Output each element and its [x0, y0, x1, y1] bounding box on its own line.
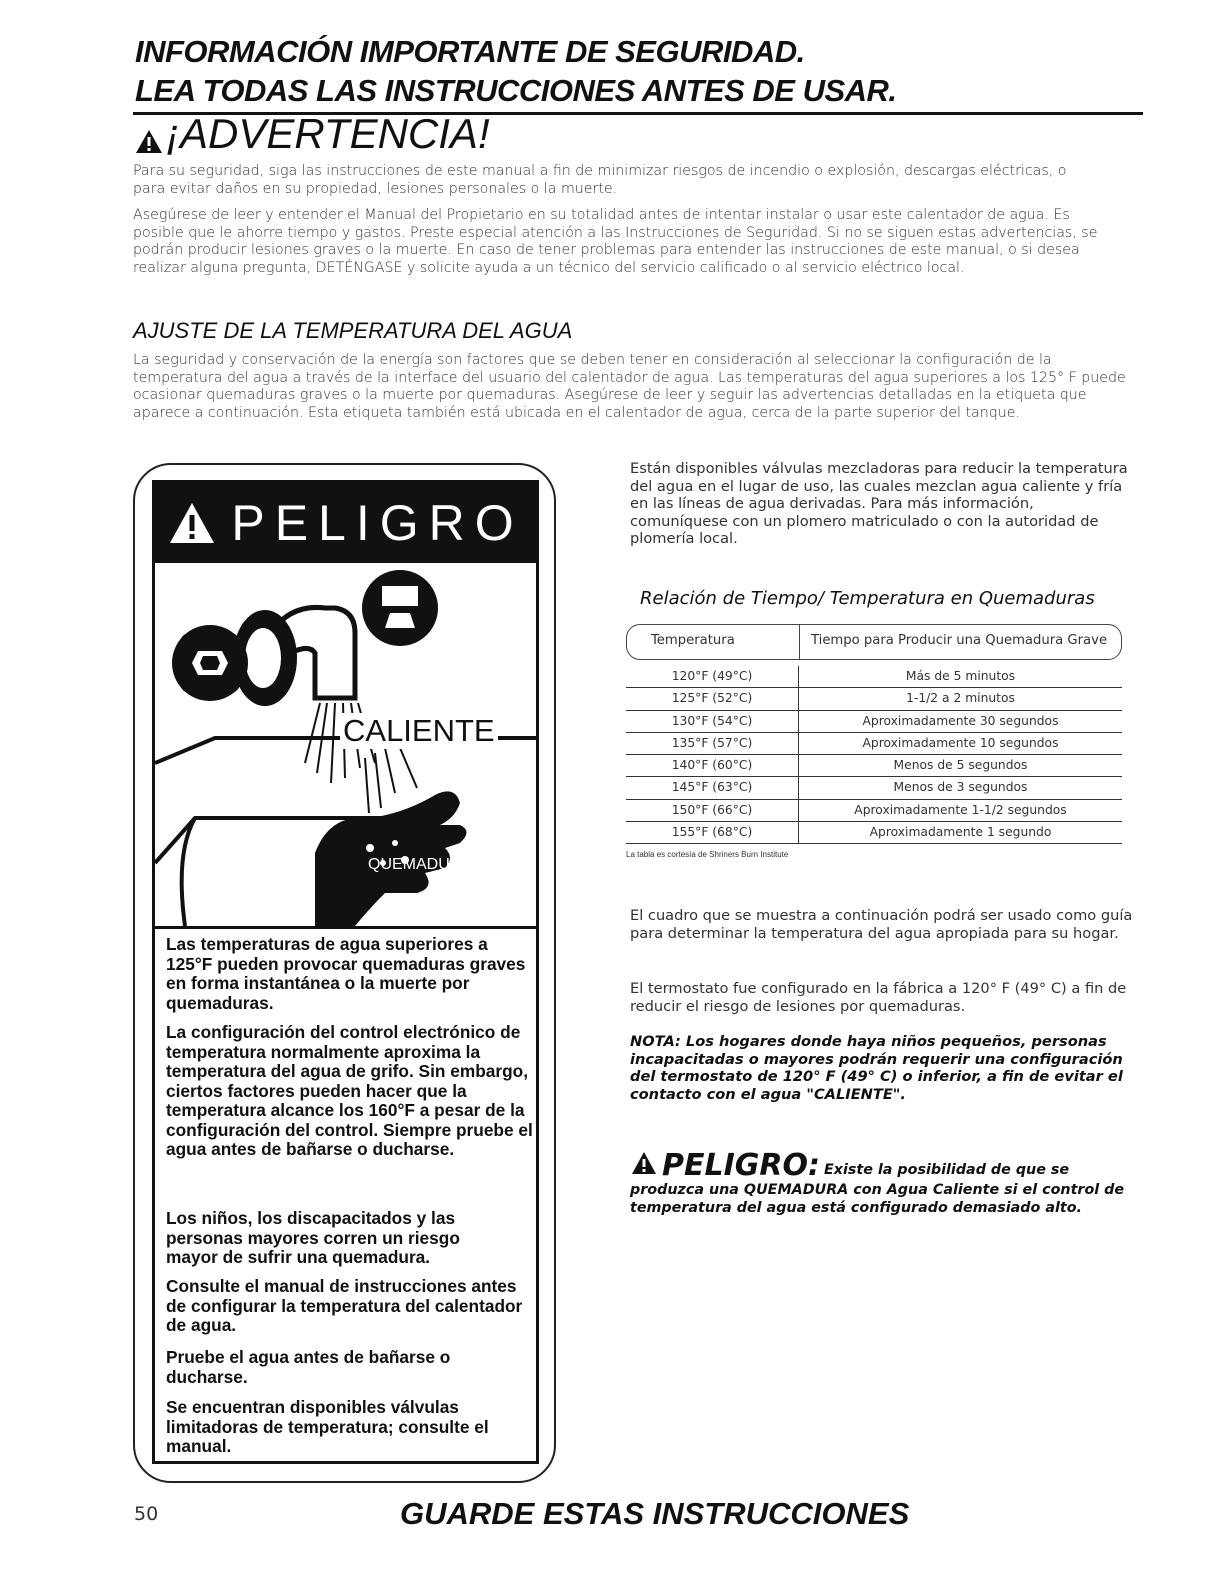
warning-triangle-icon: [630, 1150, 658, 1176]
page-number: 50: [134, 1503, 159, 1525]
label-warning-3: Los niños, los discapacitados y las personas mayores corren un riesgo mayor de sufrir una quemadura.: [166, 1208, 460, 1267]
warning-triangle-icon: [167, 499, 217, 547]
table-row: 125°F (52°C) 1-1/2 a 2 minutos: [626, 688, 1122, 710]
nota-paragraph: NOTA: Los hogares donde haya niños pequeños, personas incapacitadas o mayores podrán requerir una configuración del termostato de 120° F (49° C) o inferior, a fin de evitar el contacto con el agua "CALIENTE".: [630, 1033, 1123, 1103]
label-warning-4: Consulte el manual de instrucciones antes de configurar la temperatura del calentador de agua.: [166, 1276, 523, 1335]
table-row: 130°F (54°C) Aproximadamente 30 segundos: [626, 711, 1122, 733]
table-row: 135°F (57°C) Aproximadamente 10 segundos: [626, 733, 1122, 755]
mixing-valves-paragraph: Están disponibles válvulas mezcladoras para reducir la temperatura del agua en el lugar de uso, las cuales mezclan agua caliente y fría en las líneas de agua derivadas. Para más información, comuníquese con un plomero matriculado o con la autoridad de plomería local.: [630, 460, 1128, 548]
burn-table-title: Relación de Tiempo/ Temperatura en Quemaduras: [640, 588, 1095, 609]
footer-title: GUARDE ESTAS INSTRUCCIONES: [400, 1496, 910, 1531]
label-warning-2: La configuración del control electrónico de temperatura normalmente aproxima la temperatura del agua de grifo. Sin embargo, ciertos factores pueden hacer que la temperatura alcance los 160°F a pesar de la configuración del control. Siempre pruebe el agua antes de bañarse o ducharse.: [166, 1022, 533, 1159]
table-row: 145°F (63°C) Menos de 3 segundos: [626, 777, 1122, 799]
header-temperature: Temperatura: [651, 633, 735, 648]
section-title: AJUSTE DE LA TEMPERATURA DEL AGUA: [133, 318, 573, 343]
header-burn-time: Tiempo para Producir una Quemadura Grave: [811, 633, 1108, 648]
label-warning-1: Las temperaturas de agua superiores a 125°F pueden provocar quemaduras graves en forma instantánea o la muerte por quemaduras.: [166, 934, 526, 1013]
section-paragraph: La seguridad y conservación de la energía son factores que se deben tener en consideración al seleccionar la configuración de la temperatura del agua a través de la interface del usuario del calentador de agua. Las temperaturas del agua superiores a los 125° F puede ocasionar quemaduras graves o la muerte por quemaduras. Asegúrese de leer y seguir las advertencias detalladas en la etiqueta que aparece a continuación. Esta etiqueta también está ubicada en el calentador de agua, cerca de la parte superior del tanque.: [133, 352, 1126, 421]
table-credit: La tabla es cortesía de Shriners Burn Institute: [626, 850, 789, 860]
warning-title: ¡ADVERTENCIA!: [166, 110, 490, 157]
warning-triangle-icon: [134, 126, 164, 156]
quemaduras-label: QUEMADURAS: [368, 856, 483, 873]
header-line-2: LEA TODAS LAS INSTRUCCIONES ANTES DE USAR.: [135, 73, 897, 108]
intro-paragraph-1: Para su seguridad, siga las instrucciones de este manual a fin de minimizar riesgos de incendio o explosión, descargas eléctricas, o para evitar daños en su propiedad, lesiones personales o la muerte.: [133, 163, 1067, 197]
table-row: 140°F (60°C) Menos de 5 segundos: [626, 755, 1122, 777]
caliente-label: CALIENTE: [340, 713, 498, 749]
label-warning-6: Se encuentran disponibles válvulas limitadoras de temperatura; consulte el manual.: [166, 1397, 489, 1456]
table-row: 150°F (66°C) Aproximadamente 1-1/2 segundos: [626, 800, 1122, 822]
thermostat-paragraph: El termostato fue configurado en la fábrica a 120° F (49° C) a fin de reducir el riesgo de lesiones por quemaduras.: [630, 980, 1127, 1015]
burn-table-header: [626, 624, 1122, 660]
label-warning-5: Pruebe el agua antes de bañarse o ducharse.: [166, 1347, 451, 1387]
guide-paragraph: El cuadro que se muestra a continuación podrá ser usado como guía para determinar la temperatura del agua apropiada para su hogar.: [630, 907, 1133, 942]
bottom-danger-notice: [630, 1150, 1145, 1217]
table-row: 155°F (68°C) Aproximadamente 1 segundo: [626, 822, 1122, 844]
burn-table: [626, 624, 1122, 859]
bottom-danger-text: produzca una QUEMADURA con Agua Caliente si el control de temperatura del agua está configurado demasiado alto.: [630, 1182, 1125, 1216]
bottom-danger-word: PELIGRO:: [662, 1148, 820, 1183]
header-line-1: INFORMACIÓN IMPORTANTE DE SEGURIDAD.: [135, 34, 805, 69]
bottom-danger-inline: Existe la posibilidad de que se: [823, 1162, 1070, 1178]
table-row: 120°F (49°C) Más de 5 minutos: [626, 666, 1122, 688]
danger-label-banner: PELIGRO: [155, 483, 536, 563]
intro-paragraph-2: Asegúrese de leer y entender el Manual del Propietario en su totalidad antes de intentar instalar o usar este calentador de agua. Es posible que le ahorre tiempo y gastos. Preste especial atención a las Instrucciones de Seguridad. Si no se siguen estas advertencias, se podrán producir lesiones graves o la muerte. En caso de tener problemas para entender las instrucciones de este manual, o si desea realizar alguna pregunta, DETÉNGASE y solicite ayuda a un técnico del servicio calificado o al servicio eléctrico local.: [133, 207, 1098, 276]
